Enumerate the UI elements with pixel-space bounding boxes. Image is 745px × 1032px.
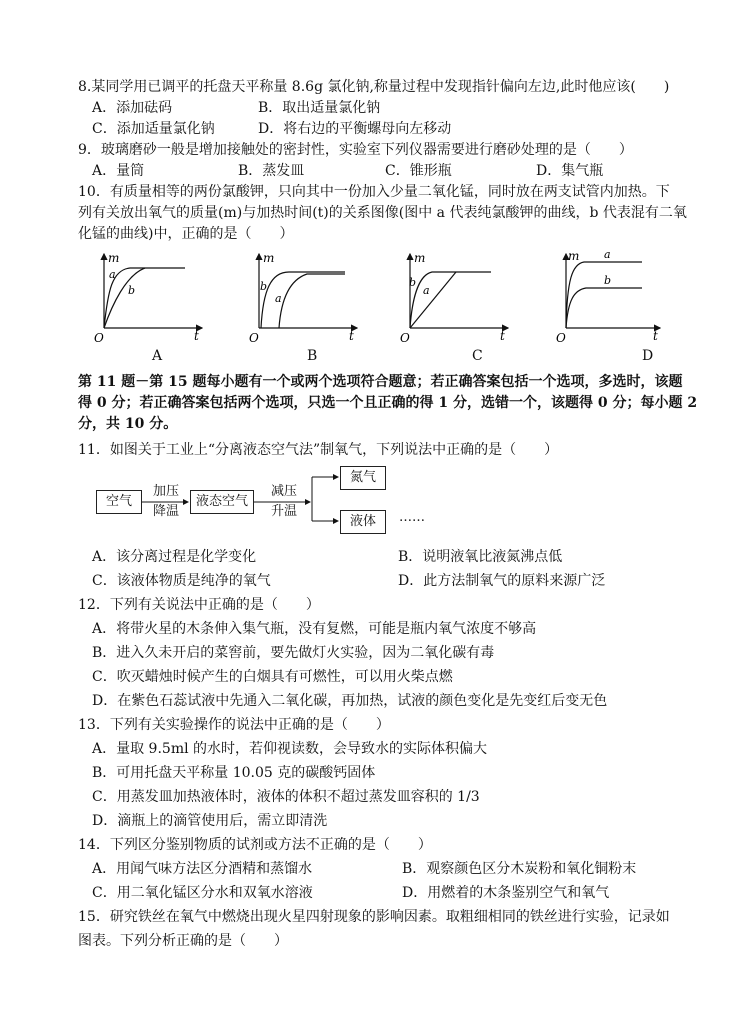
- graph-c-label: C: [472, 348, 483, 364]
- flow-step2-top: 减压: [270, 484, 297, 499]
- q8-option-c: C．添加适量氯化钠: [92, 121, 215, 137]
- graph-b: [245, 250, 360, 342]
- graph-d-curve-a: a: [604, 250, 611, 261]
- flow-step1-top: 加压: [152, 484, 179, 499]
- q12-option-b: B．进入久未开启的菜窖前，要先做灯火实验，因为二氧化碳有毒: [92, 645, 495, 661]
- q11-option-d: D．此方法制氧气的原料来源广泛: [398, 573, 606, 589]
- q13-option-b: B．可用托盘天平称量 10.05 克的碳酸钙固体: [92, 765, 376, 781]
- graph-b-m: m: [263, 251, 275, 265]
- graph-d-t: t: [653, 329, 658, 342]
- q12-option-c: C．吹灭蜡烛时候产生的白烟具有可燃性，可以用火柴点燃: [92, 669, 453, 685]
- q15-stem-line1: 15．研究铁丝在氧气中燃烧出现火星四射现象的影响因素。取粗细相同的铁丝进行实验，记录如: [78, 909, 670, 925]
- graph-b-label: B: [307, 348, 318, 364]
- flow-air-box: 空气: [96, 490, 142, 514]
- q13-option-c: C．用蒸发皿加热液体时，液体的体积不超过蒸发皿容积的 1/3: [92, 789, 480, 805]
- section-instruction-line1: 第 11 题－第 15 题每小题有一个或两个选项符合题意；若正确答案包括一个选项，多选时，该题: [78, 374, 683, 390]
- flow-step1-bottom: 降温: [152, 504, 179, 519]
- q13-option-d: D．滴瓶上的滴管使用后，需立即清洗: [92, 813, 328, 829]
- q9-option-c: C．锥形瓶: [385, 163, 452, 179]
- q14-option-a: A．用闻气味方法区分酒精和蒸馏水: [92, 861, 313, 877]
- q10-stem-line2: 列有关放出氧气的质量(m)与加热时间(t)的关系图像(图中 a 代表纯氯酸钾的曲线，b 代表混有二氧: [78, 205, 687, 221]
- q11-option-a: A．该分离过程是化学变化: [92, 549, 257, 565]
- q8-option-d: D．将右边的平衡螺母向左移动: [258, 121, 452, 137]
- graph-a-label: A: [152, 348, 163, 364]
- q13-stem: 13．下列有关实验操作的说法中正确的是（ ）: [78, 717, 390, 733]
- q11-option-b: B．说明液氧比液氮沸点低: [398, 549, 563, 565]
- graph-a-o: O: [94, 331, 104, 342]
- flow-nitrogen-box: 氮气: [340, 466, 386, 490]
- q8-option-b: B．取出适量氯化钠: [258, 100, 381, 116]
- graph-c-m: m: [414, 251, 426, 265]
- graph-d-curve-b: b: [604, 274, 612, 287]
- graph-a-m: m: [108, 251, 120, 265]
- flow-ellipsis: ……: [399, 510, 425, 525]
- graph-c-curve-b: b: [409, 276, 417, 289]
- q14-option-c: C．用二氧化锰区分水和双氧水溶液: [92, 885, 313, 901]
- q10-stem-line3: 化锰的曲线)中，正确的是（ ）: [78, 226, 294, 242]
- graph-d-m: m: [568, 250, 580, 263]
- q14-option-b: B．观察颜色区分木炭粉和氧化铜粉末: [402, 861, 637, 877]
- flow-liquid-air-box: 液态空气: [190, 490, 254, 514]
- q15-stem-line2: 图表。下列分析正确的是（ ）: [78, 933, 288, 949]
- q13-option-a: A．量取 9.5ml 的水时，若仰视读数，会导致水的实际体积偏大: [92, 741, 488, 757]
- q12-option-a: A．将带火星的木条伸入集气瓶，没有复燃，可能是瓶内氧气浓度不够高: [92, 621, 537, 637]
- graph-b-curve-a: a: [275, 292, 282, 305]
- graph-a-curve-b: b: [128, 284, 136, 297]
- flow-step2-bottom: 升温: [270, 504, 297, 519]
- q9-option-a: A．量筒: [92, 163, 145, 179]
- q10-stem-line1: 10．有质量相等的两份氯酸钾，只向其中一份加入少量二氧化锰，同时放在两支试管内加热。下: [78, 184, 670, 200]
- flow-arrows: [94, 465, 439, 540]
- graph-b-t: t: [349, 329, 354, 342]
- section-instruction-line3: 分，共 10 分。: [78, 416, 178, 432]
- q8-stem: 8.某同学用已调平的托盘天平称量 8.6g 氯化钠,称量过程中发现指针偏向左边,此时他应该( ): [78, 79, 670, 95]
- graph-a-t: t: [194, 329, 199, 342]
- q9-stem: 9．玻璃磨砂一般是增加接触处的密封性，实验室下列仪器需要进行磨砂处理的是（ ）: [78, 142, 633, 158]
- graph-b-o: O: [249, 331, 259, 342]
- graph-c: [396, 250, 511, 342]
- graph-a-curve-a: a: [109, 268, 116, 281]
- graph-d: [554, 250, 664, 342]
- section-instruction-line2: 得 0 分；若正确答案包括两个选项，只选一个且正确的得 1 分，选错一个，该题得 0 分；每小题 2: [78, 395, 698, 411]
- q8-option-a: A．添加砝码: [92, 100, 173, 116]
- q14-option-d: D．用燃着的木条鉴别空气和氧气: [402, 885, 610, 901]
- q11-stem: 11．如图关于工业上“分离液态空气法”制氧气，下列说法中正确的是（ ）: [78, 442, 559, 458]
- q12-option-d: D．在紫色石蕊试液中先通入二氧化碳，再加热，试液的颜色变化是先变红后变无色: [92, 693, 608, 709]
- q11-option-c: C．该液体物质是纯净的氧气: [92, 573, 271, 589]
- graph-c-curve-a: a: [423, 284, 430, 297]
- graph-d-o: O: [556, 331, 566, 342]
- graph-c-t: t: [500, 329, 505, 342]
- graph-a: [90, 250, 205, 342]
- q12-stem: 12．下列有关说法中正确的是（ ）: [78, 597, 320, 613]
- graph-d-label: D: [642, 348, 654, 364]
- graph-b-curve-b: b: [260, 280, 268, 293]
- q9-option-b: B．蒸发皿: [238, 163, 305, 179]
- flow-liquid-box: 液体: [340, 510, 386, 534]
- graph-c-o: O: [400, 331, 410, 342]
- q14-stem: 14．下列区分鉴别物质的试剂或方法不正确的是（ ）: [78, 837, 432, 853]
- q9-option-d: D．集气瓶: [536, 163, 604, 179]
